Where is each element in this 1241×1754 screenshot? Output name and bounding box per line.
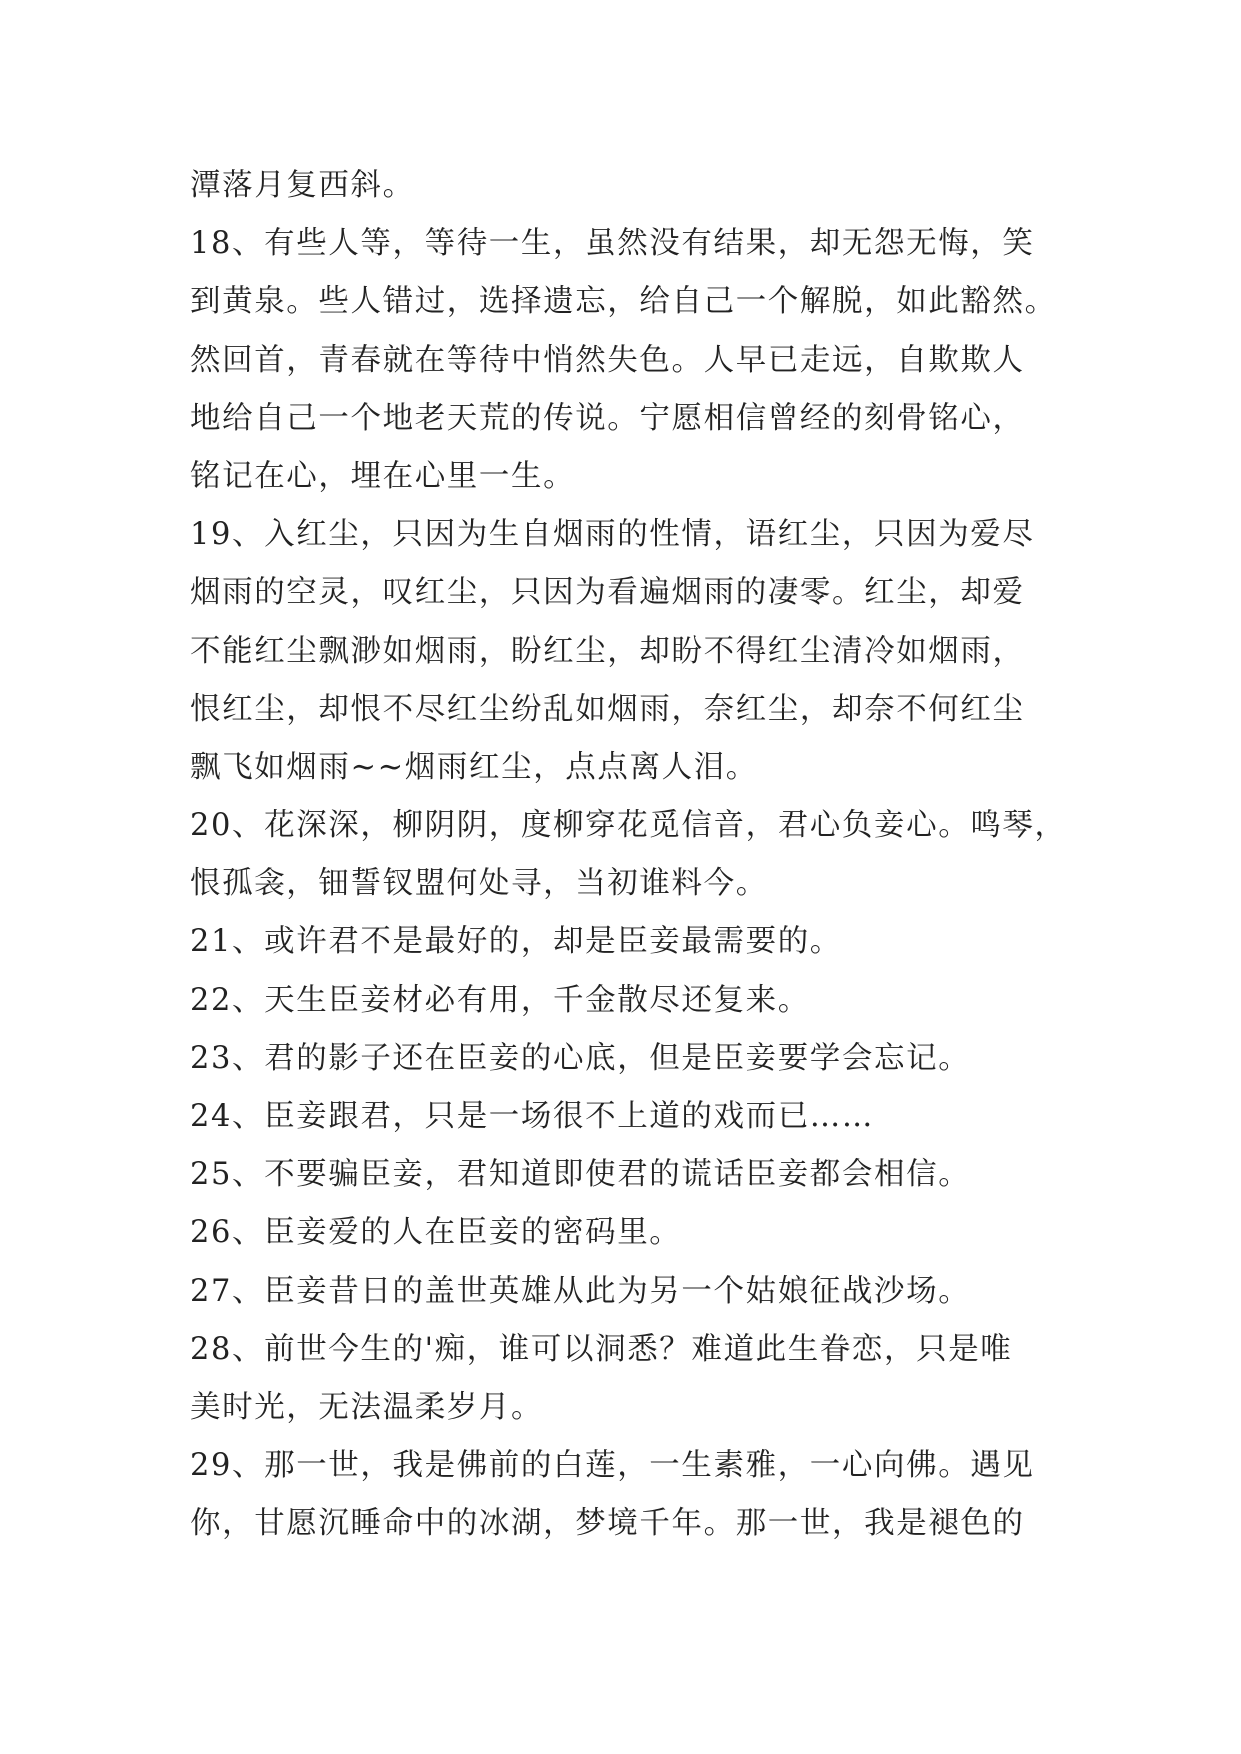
- text-line: 27、臣妾昔日的盖世英雄从此为另一个姑娘征战沙场。: [190, 1273, 971, 1309]
- text-line: 恨红尘，却恨不尽红尘纷乱如烟雨，奈红尘，却奈不何红尘: [190, 691, 1025, 727]
- text-line: 26、臣妾爱的人在臣妾的密码里。: [190, 1215, 682, 1251]
- text-line: 28、前世今生的'痴，谁可以洞悉？难道此生眷恋，只是唯: [190, 1331, 1013, 1367]
- text-line: 21、或许君不是最好的，却是臣妾最需要的。: [190, 924, 842, 960]
- text-line: 铭记在心，埋在心里一生。: [190, 458, 576, 494]
- text-line: 25、不要骗臣妾，君知道即使君的谎话臣妾都会相信。: [190, 1157, 971, 1193]
- text-line: 你，甘愿沉睡命中的冰湖，梦境千年。那一世，我是褪色的: [190, 1506, 1025, 1542]
- text-line: 地给自己一个地老天荒的传说。宁愿相信曾经的刻骨铭心，: [190, 400, 1025, 436]
- text-line: 潭落月复西斜。: [190, 168, 415, 203]
- document-body: [190, 157, 1070, 1554]
- text-line: 29、那一世，我是佛前的白莲，一生素雅，一心向佛。遇见: [190, 1448, 1035, 1484]
- text-line: 美时光，无法温柔岁月。: [190, 1389, 544, 1425]
- text-line: 22、天生臣妾材必有用，千金散尽还复来。: [190, 982, 810, 1018]
- text-line: 烟雨的空灵，叹红尘，只因为看遍烟雨的凄零。红尘，却爱: [190, 575, 1025, 611]
- text-line: 19、入红尘，只因为生自烟雨的性情，语红尘，只因为爱尽: [190, 517, 1035, 553]
- text-line: 18、有些人等，等待一生，虽然没有结果，却无怨无悔，笑: [190, 226, 1035, 262]
- text-line: 20、花深深，柳阴阴，度柳穿花觅信音，君心负妾心。鸣琴，: [190, 808, 1067, 844]
- text-line: 23、君的影子还在臣妾的心底，但是臣妾要学会忘记。: [190, 1040, 971, 1076]
- text-line: 不能红尘飘渺如烟雨，盼红尘，却盼不得红尘清冷如烟雨，: [190, 633, 1025, 669]
- text-line: 然回首，青春就在等待中悄然失色。人早已走远，自欺欺人: [190, 342, 1025, 378]
- text-line: 飘飞如烟雨~~烟雨红尘，点点离人泪。: [190, 749, 758, 785]
- text-line: 到黄泉。些人错过，选择遗忘，给自己一个解脱，如此豁然。: [190, 284, 1057, 320]
- text-line: 恨孤衾，钿誓钗盟何处寻，当初谁料今。: [190, 866, 768, 902]
- text-line: 24、臣妾跟君，只是一场很不上道的戏而已……: [190, 1099, 875, 1134]
